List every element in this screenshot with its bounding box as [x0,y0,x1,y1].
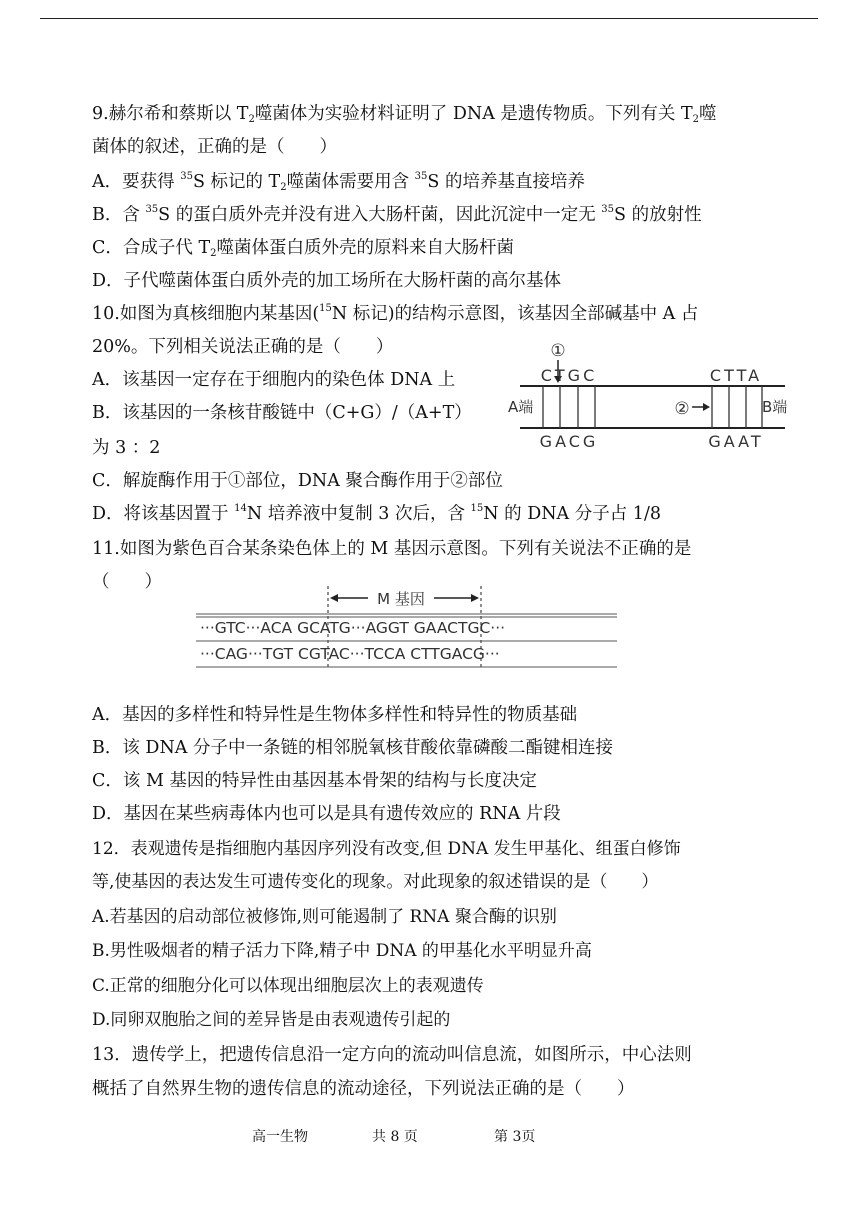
q9-stem-line2: 菌体的叙述，正确的是（ ） [92,137,337,157]
q10-option-d: D．将该基因置于 $^{14}$N 培养液中复制 3 次后，含 $^{15}$N 的 DNA 分子占 1/8 [92,503,661,524]
q11-option-c: C．该 M 基因的特异性由基因基本骨架的结构与长度决定 [92,771,537,791]
q10-option-b-line1: B．该基因的一条核苷酸链中（C+G）/（A+T） [92,403,472,423]
q11-option-a: A．基因的多样性和特异性是生物体多样性和特异性的物质基础 [92,705,578,725]
footer-subject: 高一生物 [252,1129,308,1145]
left-base-pairs [543,386,595,428]
q12-stem-line1: 12．表观遗传是指细胞内基因序列没有改变,但 DNA 发生甲基化、组蛋白修饰 [92,839,681,859]
q12-option-b: B.男性吸烟者的精子活力下降,精子中 DNA 的甲基化水平明显升高 [92,941,592,961]
q13-stem-line2: 概括了自然界生物的遗传信息的流动途径，下列说法正确的是（ ） [92,1079,635,1099]
q11-stem-line2: （ ） [92,572,162,592]
footer-page-number: 第 3页 [494,1129,536,1145]
end-b-label: B端 [762,398,788,416]
q12-option-a: A.若基因的启动部位被修饰,则可能遏制了 RNA 聚合酶的识别 [92,907,557,927]
bottom-strand-sequence: ···CAG···TGT CGTAC···TCCA CTTGACG··· [200,645,500,663]
bottom-left-bases: GACG [539,432,599,451]
top-left-bases: CTGC [540,366,598,385]
marker-1-label: ① [550,341,566,361]
top-right-bases: CTTA [709,366,763,385]
q11-option-b: B．该 DNA 分子中一条链的相邻脱氧核苷酸依靠磷酸二酯键相连接 [92,738,613,758]
top-strand-sequence: ···GTC···ACA GCATG···AGGT GAACTGC··· [200,619,506,637]
q12-option-d: D.同卵双胞胎之间的差异皆是由表观遗传引起的 [92,1010,451,1030]
q10-option-a: A．该基因一定存在于细胞内的染色体 DNA 上 [92,370,456,390]
header-rule [40,18,818,19]
q11-gene-diagram [192,582,622,674]
q11-option-d: D．基因在某些病毒体内也可以是具有遗传效应的 RNA 片段 [92,804,561,824]
q12-stem-line2: 等,使基因的表达发生可遗传变化的现象。对此现象的叙述错误的是（ ） [92,872,659,892]
q10-option-b-line2: 为 3 ：2 [92,438,161,458]
marker-2-label: ② [674,399,690,419]
end-a-label: A端 [508,398,534,416]
q10-option-c: C．解旋酶作用于①部位，DNA 聚合酶作用于②部位 [92,471,503,491]
q9-option-c: C．合成子代 $T_2$噬菌体蛋白质外壳的原料来自大肠杆菌 [92,238,514,259]
bottom-right-bases: GAAT [708,432,764,451]
right-base-pairs [712,386,762,428]
q10-stem-line1: 10.如图为真核细胞内某基因($^{15}$N 标记)的结构示意图，该基因全部碱基中 A 占 [92,303,699,324]
gene-label: M 基因 [377,590,425,608]
q9-option-d: D．子代噬菌体蛋白质外壳的加工场所在大肠杆菌的高尔基体 [92,271,562,291]
q11-stem-line1: 11.如图为紫色百合某条染色体上的 M 基因示意图。下列有关说法不正确的是 [92,539,692,559]
q9-option-a: A．要获得 $^{35}$S 标记的 $T_2$噬菌体需要用含 $^{35}$S 的培养基直接培养 [92,171,585,193]
gene-arrowhead-left [330,594,338,602]
q9-option-b: B．含 $^{35}$S 的蛋白质外壳并没有进入大肠杆菌，因此沉淀中一定无 $^{35}$S 的放射性 [92,204,702,225]
q10-stem-line2: 20%。下列相关说法正确的是（ ） [92,337,394,357]
q13-stem-line1: 13．遗传学上，把遗传信息沿一定方向的流动叫信息流，如图所示，中心法则 [92,1045,692,1065]
gene-arrowhead-right [471,594,479,602]
q12-option-c: C.正常的细胞分化可以体现出细胞层次上的表观遗传 [92,976,484,996]
footer-total-pages: 共 8 页 [372,1129,418,1145]
marker-2-arrowhead [703,403,710,411]
q10-dna-diagram [500,336,800,456]
q9-stem-line1: 9.赫尔希和蔡斯以 $T_2$噬菌体为实验材料证明了 DNA 是遗传物质。下列有关 $T_2$噬 [92,104,717,125]
